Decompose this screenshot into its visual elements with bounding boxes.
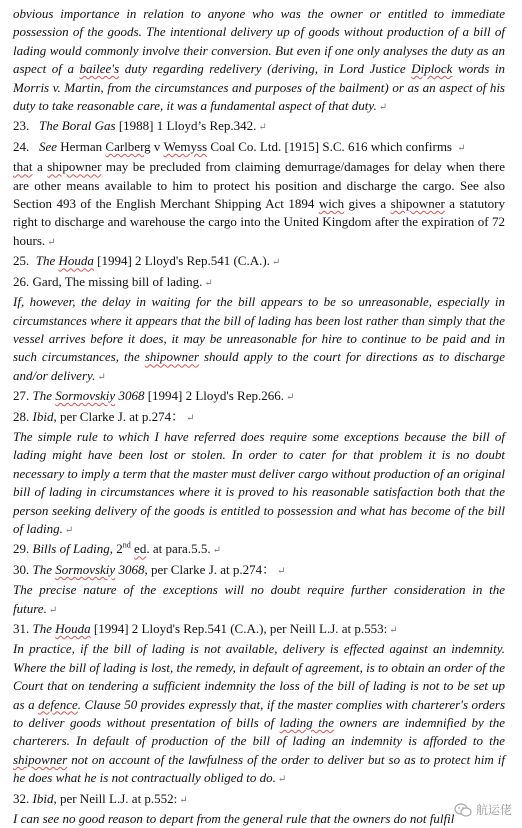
- case-name: Houda: [55, 621, 91, 636]
- case-article: The: [32, 621, 52, 636]
- citation: [1994] 2 Lloyd's Rep.541 (C.A.), per Neill L.J. at p.553:: [90, 621, 388, 636]
- note-number: 26.: [13, 273, 30, 289]
- spellcheck-word: Carlberg: [105, 138, 151, 154]
- citation: [1994] 2 Lloyd's Rep.541 (C.A.).: [93, 253, 270, 269]
- spellcheck-word: Wemyss: [163, 138, 208, 154]
- note-30: [13, 561, 505, 581]
- spellcheck-word: shipowner: [47, 159, 102, 175]
- note-number: 27.: [13, 388, 30, 404]
- paragraph-mark: ↵: [179, 794, 188, 806]
- case-number: 3068: [115, 388, 145, 404]
- note-28-quote: [13, 428, 505, 540]
- quote-text: obvious importance in relation to anyone who was the owner or entitled to immediate possession of the goods. The intentional delivery up of goods without production of a bill of lading would commonly involve their conversion. But even if one only analyses the duty as an aspect of a: [13, 6, 505, 77]
- spellcheck-word: lading the: [279, 715, 335, 731]
- case-name: Sormovskiy: [55, 388, 116, 404]
- note-29: [13, 540, 505, 560]
- case-name: Houda: [58, 253, 94, 269]
- paragraph-mark: ↵: [389, 625, 398, 636]
- edition-suffix: nd: [122, 541, 131, 551]
- book-title: Bills of Lading: [32, 541, 110, 557]
- paragraph-mark: ↵: [212, 545, 221, 557]
- watermark-text: 航运佬: [475, 803, 512, 817]
- case-name: The Boral Gas: [39, 118, 116, 134]
- note-32-quote: [13, 810, 505, 828]
- quote-text: The precise nature of the exceptions will no doubt require further consideration in the future.: [13, 582, 505, 616]
- quote-text: should apply to the court for directions as to discharge and/or delivery.: [13, 349, 505, 383]
- note-number: 30.: [13, 561, 30, 577]
- signal-word: See: [39, 138, 58, 154]
- note-text: Coal Co. Ltd. [1915] S.C. 616 which confirms: [207, 138, 456, 154]
- note-number: 24.: [13, 138, 30, 154]
- note-number: 31.: [13, 621, 30, 636]
- quote-text: If, however, the delay in waiting for the bill appears to be so unreasonable, especially in circumstances where it appears that the bill of lading has been lost rather than simply that the vessel arrives before it does, it may be unreasonable for hire to continue to be paid and in such circumstances, the: [13, 294, 505, 365]
- quote-text: duty regarding redelivery (deriving, in Lord Justice: [119, 61, 412, 77]
- ibid: Ibid: [32, 790, 54, 806]
- citation: , per Neill L.J. at p.552:: [53, 790, 178, 806]
- paragraph-mark: ↵: [97, 371, 106, 383]
- spellcheck-word: shipowner: [390, 196, 445, 212]
- case-number: 3068: [115, 561, 145, 577]
- note-number: 32.: [13, 790, 30, 806]
- paragraph-mark: ↵: [186, 412, 195, 424]
- quote-text: . Clause 50 provides expressly that, if the master complies with charterer's orders to deliver goods without presentation of bills of: [13, 696, 506, 731]
- quote-text: owners are indemnified by the charterers. In default of production of the bill of lading an indemnity is afforded to the: [13, 715, 506, 749]
- note-26: [13, 273, 505, 293]
- paragraph-mark: ↵: [271, 257, 281, 269]
- paragraph-mark: ↵: [64, 524, 74, 536]
- note-31: [13, 620, 505, 640]
- watermark: [454, 801, 512, 818]
- quote-text: I can see no good reason to depart from the general rule that the owners do not fulfil: [13, 811, 455, 827]
- paragraph-mark: ↵: [277, 565, 286, 577]
- quote-text: words in Morris v. Martin, from the circumstances and purposes of the bailment) or as an aspect of his duty to take reasonable care, it was a fundamental aspect of that duty.: [13, 61, 506, 114]
- document-page: [13, 5, 505, 828]
- citation: , per Clarke J. at p.274：: [53, 408, 185, 424]
- spellcheck-word: shipowner: [13, 751, 68, 767]
- edition-number: , 2: [109, 541, 123, 557]
- note-31-quote: [13, 640, 505, 789]
- case-article: The: [35, 253, 56, 269]
- note-text: may be precluded from claiming demurrage/damages for delay when there are other means available to him to protect his position and discharge the cargo. See also Section 493 of the English Merchant Shipping Act 1894: [13, 159, 505, 212]
- note-27: [13, 387, 505, 407]
- note-text: Gard, The missing bill of lading.: [32, 273, 203, 289]
- spellcheck-word: Diplock: [411, 61, 453, 77]
- spellcheck-word: that: [13, 159, 33, 175]
- quote-text: The simple rule to which I have referred does require some exceptions because the bill of lading might have been lost or stolen. In order to cater for that problem it is no doubt necessary to imply a term that the master must deliver cargo without production of an original bill of lading in circumstances where it is proved to his reasonable satisfaction both that the person seeking delivery of the goods is entitled to possession and what has become of the bill of lading.: [13, 428, 505, 536]
- note-text: a: [32, 159, 48, 175]
- spellcheck-word: wich: [318, 196, 345, 212]
- note-32: [13, 790, 505, 810]
- note-23: [13, 117, 505, 137]
- note-number: 25.: [13, 253, 30, 269]
- paragraph-mark: ↵: [277, 774, 287, 786]
- note-30-quote: [13, 581, 505, 620]
- note-24: [13, 138, 505, 252]
- note-text: a statutory right to discharge and warehouse the cargo into the United Kingdom after the expiration of 72 hours.: [13, 196, 506, 248]
- ibid: Ibid: [32, 408, 54, 424]
- paragraph-mark: ↵: [48, 604, 58, 616]
- paragraph-mark: ↵: [204, 277, 213, 289]
- note-25: [13, 252, 505, 272]
- citation: . at para.5.5.: [146, 541, 211, 557]
- paragraph-mark: ↵: [378, 102, 388, 114]
- note-text: gives a: [344, 196, 391, 212]
- quote-text: In practice, if the bill of lading is not available, delivery is effected against an indemnity. Where the bill of lading is lost, the remedy, in default of agreement, is to obtain an order of the Court that on tendering a sufficient indemnity the loss of the bill of lading is not to be set up as a: [13, 641, 506, 712]
- paragraph-mark: ↵: [47, 236, 56, 248]
- case-article: The: [32, 561, 52, 577]
- case-name: Sormovskiy: [55, 561, 116, 577]
- case-article: The: [32, 388, 52, 404]
- note-22-quote-continued: [13, 5, 505, 117]
- spellcheck-word: ed: [134, 541, 147, 557]
- paragraph-mark: ↵: [457, 142, 466, 154]
- note-28: [13, 408, 505, 428]
- paragraph-mark: ↵: [286, 392, 295, 404]
- spellcheck-word: bailee's: [79, 61, 120, 77]
- note-number: 28.: [13, 408, 30, 424]
- note-26-quote: [13, 293, 505, 387]
- note-number: 23.: [13, 118, 30, 134]
- paragraph-mark: ↵: [258, 122, 267, 134]
- wechat-icon: [454, 803, 472, 817]
- spellcheck-word: shipowner: [144, 349, 199, 365]
- note-text: v: [150, 138, 164, 154]
- quote-text: not on account of the lawfulness of the order to deliver but so as to protect him if he does what he is not contractually obliged to do.: [13, 751, 505, 786]
- citation: [1994] 2 Lloyd's Rep.266.: [144, 388, 284, 404]
- note-text: Herman: [57, 138, 106, 154]
- citation: [1988] 1 Lloyd’s Rep.342.: [115, 118, 257, 134]
- spellcheck-word: defence: [38, 696, 78, 712]
- note-number: 29.: [13, 541, 30, 557]
- citation: , per Clarke J. at p.274：: [144, 561, 276, 577]
